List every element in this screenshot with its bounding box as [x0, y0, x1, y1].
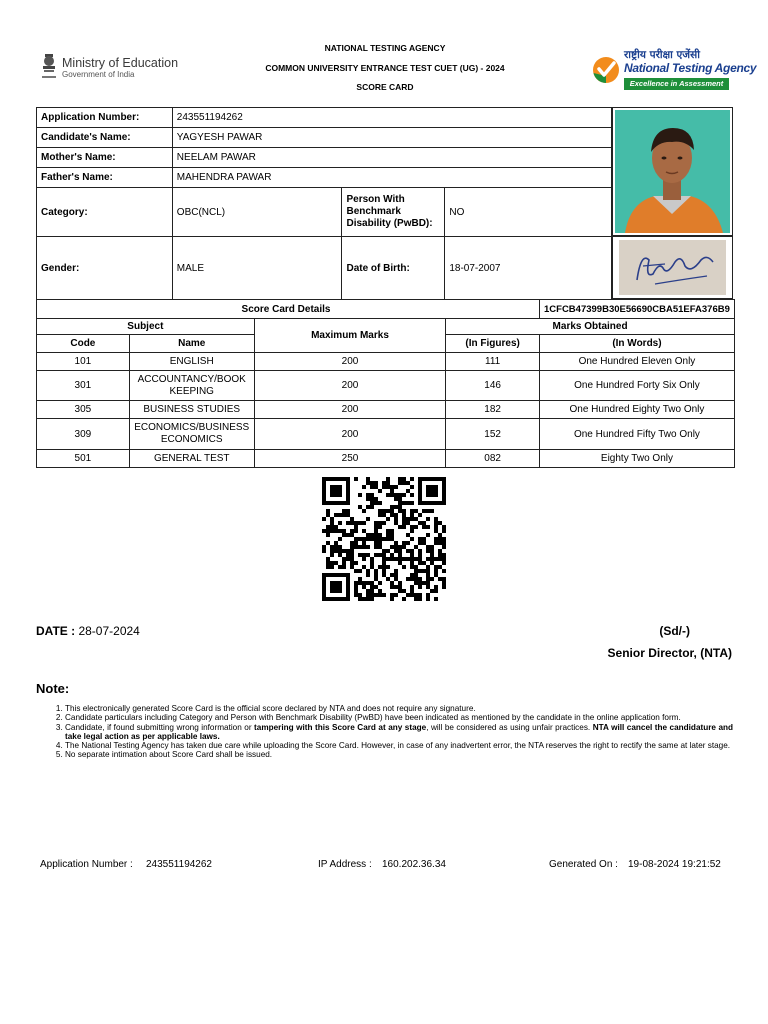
note-item: 4. The National Testing Agency has taken due care while uploading the Score Card. However, in case of any inadvertent error, the NTA reserves the right to rectify the same at later stage.	[65, 741, 733, 750]
scorecard-details-label: Score Card Details	[241, 303, 331, 315]
mother-name-label: Mother's Name:	[37, 148, 173, 168]
subject-code: 309	[37, 419, 130, 450]
footer-ip-label: IP Address :	[318, 859, 372, 870]
marks-words: One Hundred Forty Six Only	[540, 371, 735, 401]
candidate-name-value: YAGYESH PAWAR	[172, 128, 611, 148]
note-item: 2. Candidate particulars including Category and Person with Benchmark Disability (PwBD) have been indicated as mentioned by the candidate in the online application form.	[65, 713, 733, 722]
marks-figures: 146	[446, 371, 540, 401]
in-words-header: (In Words)	[540, 335, 735, 353]
marks-figures: 182	[446, 401, 540, 419]
subject-name-header: Name	[129, 335, 254, 353]
max-marks: 200	[254, 353, 446, 371]
subject-header: Subject	[37, 319, 255, 335]
notes-list	[36, 704, 733, 760]
gender-label: Gender:	[37, 237, 173, 300]
dob-value: 18-07-2007	[445, 237, 612, 300]
table-row	[37, 450, 735, 468]
nta-check-icon	[592, 56, 620, 84]
max-marks: 200	[254, 371, 446, 401]
dob-label: Date of Birth:	[342, 237, 445, 300]
footer-generated-value: 19-08-2024 19:21:52	[628, 859, 721, 870]
footer-generated-label: Generated On :	[549, 859, 618, 870]
subject-name: BUSINESS STUDIES	[129, 401, 254, 419]
agency-title: NATIONAL TESTING AGENCY	[324, 43, 446, 53]
footer-app-value: 243551194262	[146, 859, 212, 870]
footer-ip-value: 160.202.36.34	[382, 859, 446, 870]
table-row	[37, 371, 735, 401]
marks-figures: 152	[446, 419, 540, 450]
issue-date	[36, 624, 140, 638]
candidate-photo	[615, 110, 730, 233]
marks-figures: 111	[446, 353, 540, 371]
signed-mark: (Sd/-)	[659, 624, 690, 638]
note-text: Candidate, if found submitting wrong information or	[65, 722, 255, 732]
app-no-value: 243551194262	[172, 108, 611, 128]
date-value: 28-07-2024	[78, 624, 140, 638]
subject-name: ACCOUNTANCY/BOOK KEEPING	[129, 371, 254, 401]
marks-words: Eighty Two Only	[540, 450, 735, 468]
ministry-name: Ministry of Education	[62, 55, 179, 70]
code-header: Code	[37, 335, 130, 353]
max-marks: 200	[254, 401, 446, 419]
father-name-label: Father's Name:	[37, 168, 173, 188]
scorecard-title: SCORE CARD	[356, 82, 414, 92]
father-name-value: MAHENDRA PAWAR	[172, 168, 611, 188]
marks-figures: 082	[446, 450, 540, 468]
gender-value: MALE	[172, 237, 342, 300]
note-emphasis: tampering with this Score Card at any stage	[254, 722, 427, 732]
subject-name: ECONOMICS/BUSINESS ECONOMICS	[129, 419, 254, 450]
pwbd-label: Person With Benchmark Disability (PwBD):	[342, 188, 445, 237]
marks-obtained-header: Marks Obtained	[446, 319, 735, 335]
scorecard-details-title	[37, 300, 540, 319]
max-marks: 200	[254, 419, 446, 450]
note-text: , will be considered as using unfair practices.	[426, 722, 593, 732]
candidate-info-table	[36, 107, 612, 300]
nta-tagline: Excellence in Assessment	[624, 78, 729, 90]
category-value: OBC(NCL)	[172, 188, 342, 237]
pwbd-value: NO	[445, 188, 612, 237]
signatory-title: Senior Director, (NTA)	[607, 646, 732, 660]
max-marks: 250	[254, 450, 446, 468]
exam-title: COMMON UNIVERSITY ENTRANCE TEST CUET (UG) - 2024	[265, 62, 505, 73]
marks-words: One Hundred Fifty Two Only	[540, 419, 735, 450]
table-row	[37, 353, 735, 371]
nta-logo	[592, 46, 757, 94]
page-header	[36, 38, 757, 98]
note-item: 1. This electronically generated Score Card is the official score declared by NTA and does not require any signature.	[65, 704, 733, 713]
nta-english-name: National Testing Agency	[624, 61, 757, 75]
nta-hindi-name: राष्ट्रीय परीक्षा एजेंसी	[624, 49, 700, 61]
note-emphasis: NTA will cancel the candidature and take legal action as per applicable laws.	[65, 722, 734, 741]
table-row	[37, 419, 735, 450]
date-label: DATE :	[36, 624, 76, 638]
subject-code: 101	[37, 353, 130, 371]
footer-app-label: Application Number :	[40, 859, 133, 870]
qr-modules	[322, 477, 446, 601]
in-figures-header: (In Figures)	[446, 335, 540, 353]
max-marks-header: Maximum Marks	[254, 319, 446, 353]
government-name: Government of India	[62, 69, 135, 79]
note-item: 5. No separate intimation about Score Card shall be issued.	[65, 750, 733, 759]
note-item	[65, 723, 733, 742]
qr-code	[322, 477, 446, 601]
notes-title: Note:	[36, 681, 70, 696]
candidate-signature-frame	[612, 236, 733, 299]
candidate-photo-frame	[612, 107, 733, 236]
subject-code: 501	[37, 450, 130, 468]
category-label: Category:	[37, 188, 173, 237]
candidate-signature	[619, 240, 726, 295]
subject-name: GENERAL TEST	[129, 450, 254, 468]
subject-name: ENGLISH	[129, 353, 254, 371]
subject-code: 305	[37, 401, 130, 419]
subject-code: 301	[37, 371, 130, 401]
marks-words: One Hundred Eleven Only	[540, 353, 735, 371]
mother-name-value: NEELAM PAWAR	[172, 148, 611, 168]
marks-words: One Hundred Eighty Two Only	[540, 401, 735, 419]
score-table	[36, 299, 735, 468]
app-no-label: Application Number:	[37, 108, 173, 128]
table-row	[37, 401, 735, 419]
scorecard-hash: 1CFCB47399B30E56690CBA51EFA376B9	[540, 300, 735, 319]
candidate-name-label: Candidate's Name:	[37, 128, 173, 148]
